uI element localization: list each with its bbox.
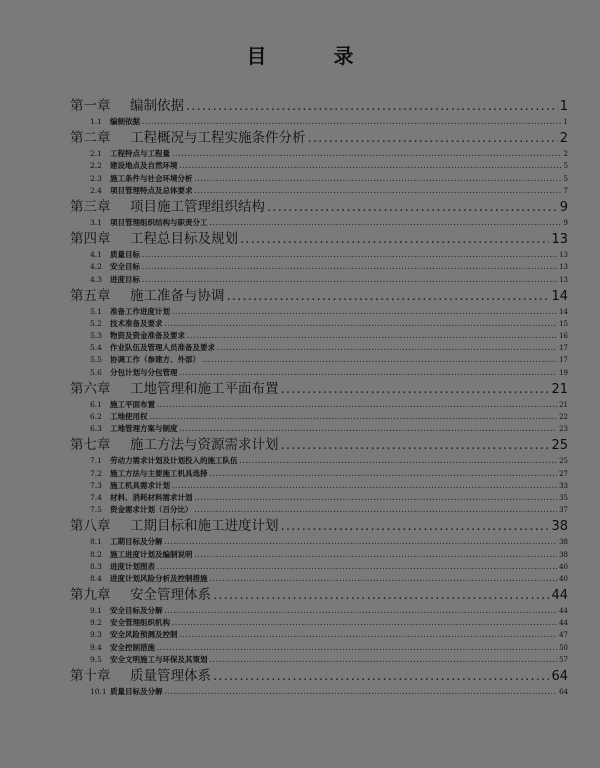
section-number: 4.3 — [90, 274, 102, 284]
toc-chapter-entry[interactable] — [70, 197, 568, 217]
section-number: 7.3 — [90, 480, 102, 490]
toc-section-entry[interactable] — [70, 605, 568, 617]
chapter-title: 工程概况与工程实施条件分析 — [130, 130, 306, 147]
section-title: 进度计划风险分析及控制措施 — [110, 573, 208, 583]
table-of-contents — [70, 96, 568, 698]
toc-section-entry[interactable] — [70, 504, 568, 516]
chapter-number: 第二章 — [70, 130, 111, 147]
section-title: 分包计划与分包管理 — [110, 367, 178, 377]
section-number: 6.1 — [90, 399, 102, 409]
toc-section-entry[interactable] — [70, 116, 568, 128]
toc-section-entry[interactable] — [70, 423, 568, 435]
section-page-number: 40 — [559, 562, 568, 571]
section-page-number: 16 — [559, 332, 568, 341]
leader-dots — [186, 96, 558, 116]
toc-section-entry[interactable] — [70, 480, 568, 492]
toc-section-entry[interactable] — [70, 686, 568, 698]
chapter-title: 质量管理体系 — [130, 668, 211, 684]
toc-section-entry[interactable] — [70, 306, 568, 318]
section-title: 质量目标及分解 — [110, 687, 163, 696]
toc-chapter-entry[interactable] — [70, 96, 568, 116]
section-number: 9.3 — [90, 630, 102, 640]
section-number: 8.4 — [90, 573, 102, 583]
section-page-number: 17 — [559, 344, 568, 353]
section-page-number: 25 — [559, 457, 568, 466]
section-number: 9.5 — [90, 654, 102, 664]
chapter-number: 第五章 — [70, 287, 111, 304]
toc-chapter-entry[interactable] — [70, 229, 568, 249]
leader-dots — [227, 286, 550, 306]
section-page-number: 17 — [559, 356, 568, 365]
toc-chapter-entry[interactable] — [70, 516, 568, 536]
chapter-title: 工期目标和施工进度计划 — [130, 518, 279, 535]
toc-section-entry[interactable] — [70, 249, 568, 261]
section-number: 5.2 — [90, 318, 102, 328]
section-number: 9.4 — [90, 642, 102, 652]
chapter-page-number: 21 — [551, 381, 568, 397]
section-title: 工地使用权 — [110, 412, 148, 421]
toc-section-entry[interactable] — [70, 185, 568, 197]
leader-dots — [281, 516, 550, 536]
leader-dots — [281, 379, 550, 399]
leader-dots — [213, 585, 549, 605]
section-title: 作业队伍及管理人员准备及要求 — [110, 343, 215, 353]
section-page-number: 21 — [559, 400, 568, 409]
section-number: 2.4 — [90, 185, 102, 195]
section-page-number: 14 — [559, 307, 568, 316]
chapter-title: 工地管理和施工平面布置 — [130, 380, 279, 397]
section-title: 工程特点与工程量 — [110, 149, 170, 159]
section-title: 安全管理组织机构 — [110, 618, 170, 628]
section-page-number: 57 — [559, 655, 568, 664]
section-title: 安全风险预测及控制 — [110, 630, 178, 640]
section-title: 物资及资金准备及要求 — [110, 331, 185, 341]
section-number: 1.1 — [90, 117, 102, 126]
section-title: 项目管理组织结构与职责分工 — [110, 217, 208, 227]
section-page-number: 15 — [559, 319, 568, 328]
section-title: 编制依据 — [110, 117, 140, 126]
section-page-number: 22 — [559, 413, 568, 421]
chapter-number: 第三章 — [70, 198, 111, 215]
section-page-number: 44 — [559, 607, 568, 616]
toc-section-entry[interactable] — [70, 561, 568, 573]
section-page-number: 38 — [559, 538, 568, 547]
toc-section-entry[interactable] — [70, 399, 568, 411]
chapter-title: 安全管理体系 — [130, 587, 211, 604]
chapter-title: 工程总目标及规划 — [130, 231, 238, 248]
section-title: 质量目标 — [110, 250, 140, 260]
toc-chapter-entry[interactable] — [70, 435, 568, 455]
section-number: 5.3 — [90, 331, 102, 341]
chapter-number: 第四章 — [70, 231, 111, 248]
section-page-number: 13 — [559, 275, 568, 284]
section-number: 9.1 — [90, 606, 102, 616]
leader-dots — [165, 686, 558, 699]
toc-section-entry[interactable] — [70, 468, 568, 480]
section-page-number: 13 — [559, 251, 568, 260]
section-number: 8.3 — [90, 561, 102, 571]
toc-section-entry[interactable] — [70, 148, 568, 160]
section-number: 5.1 — [90, 306, 102, 316]
chapter-page-number: 38 — [551, 519, 568, 535]
section-title: 协调工作（参建方、外部） — [110, 355, 200, 365]
section-number: 2.3 — [90, 173, 102, 183]
chapter-title: 施工准备与协调 — [130, 287, 225, 304]
section-title: 进度计划图表 — [110, 561, 155, 571]
section-title: 施工机具需求计划 — [110, 480, 170, 490]
chapter-page-number: 14 — [551, 288, 568, 304]
section-title: 施工进度计划及编制说明 — [110, 549, 193, 559]
section-page-number: 19 — [559, 368, 568, 377]
section-page-number: 37 — [559, 506, 568, 515]
section-title: 资金需求计划（百分比） — [110, 505, 193, 515]
section-number: 9.2 — [90, 618, 102, 628]
leader-dots — [213, 666, 549, 686]
toc-section-entry[interactable] — [70, 617, 568, 629]
section-page-number: 44 — [559, 619, 568, 628]
section-page-number: 23 — [559, 425, 568, 434]
section-title: 安全目标 — [110, 262, 140, 272]
section-title: 技术准备及要求 — [110, 318, 163, 328]
section-number: 2.1 — [90, 149, 102, 159]
chapter-title: 施工方法与资源需求计划 — [130, 437, 279, 454]
chapter-title: 项目施工管理组织结构 — [130, 198, 265, 215]
toc-section-entry[interactable] — [70, 217, 568, 229]
section-number: 7.4 — [90, 492, 102, 502]
leader-dots — [267, 197, 558, 217]
section-page-number: 47 — [559, 631, 568, 640]
toc-section-entry[interactable] — [70, 342, 568, 354]
toc-section-entry[interactable] — [70, 411, 568, 423]
section-title: 工地管理方案与制度 — [110, 424, 178, 434]
section-title: 材料、消耗材料需求计划 — [110, 492, 193, 502]
leader-dots — [308, 128, 558, 148]
toc-section-entry[interactable] — [70, 274, 568, 286]
section-page-number: 50 — [559, 643, 568, 652]
toc-chapter-entry[interactable] — [70, 666, 568, 686]
section-page-number: 38 — [559, 550, 568, 559]
chapter-page-number: 2 — [559, 131, 568, 147]
leader-dots — [240, 229, 549, 249]
section-page-number: 1 — [563, 118, 568, 126]
section-title: 施工方法与主要施工机具选择 — [110, 468, 208, 478]
toc-section-entry[interactable] — [70, 536, 568, 548]
toc-section-entry[interactable] — [70, 330, 568, 342]
section-title: 施工平面布置 — [110, 399, 155, 409]
section-title: 劳动力需求计划及计划投入的施工队伍 — [110, 456, 238, 466]
toc-chapter-entry[interactable] — [70, 585, 568, 605]
section-title: 安全控制措施 — [110, 642, 155, 652]
section-number: 6.3 — [90, 424, 102, 434]
toc-section-entry[interactable] — [70, 318, 568, 330]
chapter-page-number: 1 — [559, 99, 568, 114]
section-page-number: 5 — [563, 162, 568, 171]
chapter-page-number: 64 — [551, 669, 568, 684]
section-page-number: 2 — [563, 150, 568, 159]
toc-section-entry[interactable] — [70, 261, 568, 273]
page-title: 目 录 — [246, 44, 384, 68]
chapter-number: 第九章 — [70, 587, 111, 604]
section-title: 项目管理特点及总体要求 — [110, 185, 193, 195]
section-page-number: 5 — [563, 174, 568, 183]
toc-section-entry[interactable] — [70, 354, 568, 366]
section-page-number: 9 — [563, 218, 568, 227]
section-page-number: 13 — [559, 263, 568, 272]
toc-section-entry[interactable] — [70, 642, 568, 654]
toc-section-entry[interactable] — [70, 492, 568, 504]
toc-section-entry[interactable] — [70, 654, 568, 666]
section-number: 7.1 — [90, 456, 102, 466]
toc-chapter-entry[interactable] — [70, 128, 568, 148]
section-number: 8.2 — [90, 549, 102, 559]
section-number: 7.5 — [90, 505, 102, 515]
section-page-number: 7 — [563, 186, 568, 195]
chapter-page-number: 13 — [551, 232, 568, 248]
section-number: 5.6 — [90, 367, 102, 377]
section-number: 4.1 — [90, 250, 102, 260]
section-title: 准备工作进度计划 — [110, 306, 170, 316]
section-title: 施工条件与社会环境分析 — [110, 173, 193, 183]
chapter-title: 编制依据 — [130, 98, 184, 114]
section-page-number: 27 — [559, 469, 568, 478]
chapter-number: 第七章 — [70, 437, 111, 454]
section-number: 8.1 — [90, 537, 102, 547]
section-title: 建设地点及自然环境 — [110, 161, 178, 171]
section-page-number: 64 — [559, 688, 568, 696]
chapter-page-number: 9 — [559, 199, 568, 215]
section-title: 安全文明施工与环保及其策划 — [110, 654, 208, 664]
section-title: 工期目标及分解 — [110, 537, 163, 547]
chapter-page-number: 44 — [551, 588, 568, 604]
leader-dots — [281, 435, 550, 455]
section-number: 6.2 — [90, 412, 102, 421]
section-number: 2.2 — [90, 161, 102, 171]
toc-section-entry[interactable] — [70, 549, 568, 561]
section-number: 5.5 — [90, 355, 102, 365]
section-title: 安全目标及分解 — [110, 606, 163, 616]
section-page-number: 40 — [559, 574, 568, 583]
section-title: 进度目标 — [110, 274, 140, 284]
toc-section-entry[interactable] — [70, 367, 568, 379]
section-number: 4.2 — [90, 262, 102, 272]
section-number: 3.1 — [90, 217, 102, 227]
section-number: 5.4 — [90, 343, 102, 353]
chapter-number: 第一章 — [70, 98, 111, 114]
section-page-number: 35 — [559, 493, 568, 502]
chapter-number: 第八章 — [70, 518, 111, 535]
toc-section-entry[interactable] — [70, 455, 568, 467]
toc-section-entry[interactable] — [70, 160, 568, 172]
toc-section-entry[interactable] — [70, 573, 568, 585]
section-number: 7.2 — [90, 468, 102, 478]
section-number: 10.1 — [90, 687, 107, 696]
chapter-number: 第十章 — [70, 668, 111, 684]
chapter-page-number: 25 — [551, 438, 568, 454]
toc-chapter-entry[interactable] — [70, 379, 568, 399]
section-page-number: 33 — [559, 481, 568, 490]
toc-section-entry[interactable] — [70, 629, 568, 641]
toc-chapter-entry[interactable] — [70, 286, 568, 306]
toc-section-entry[interactable] — [70, 173, 568, 185]
chapter-number: 第六章 — [70, 380, 111, 397]
